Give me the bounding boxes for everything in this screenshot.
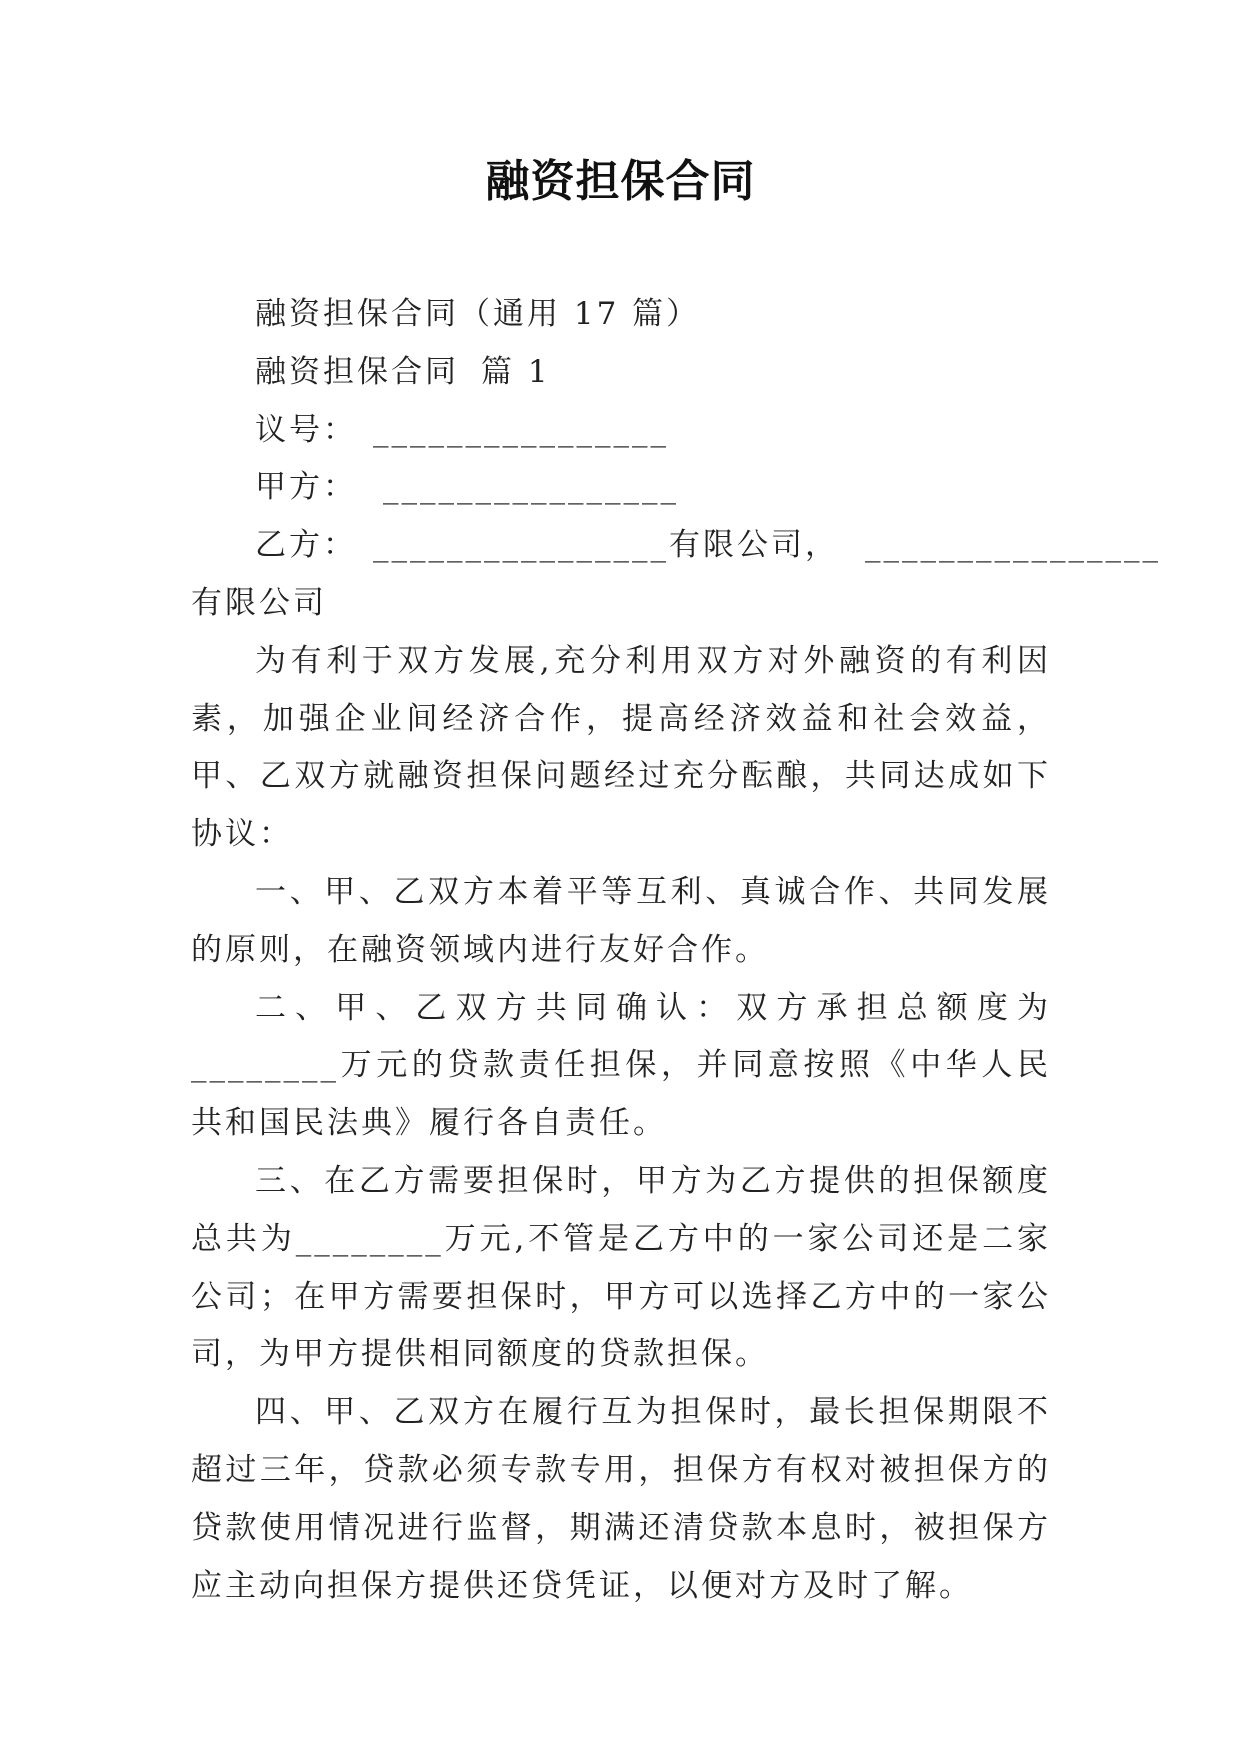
party-b-blank-1: ________________ bbox=[373, 527, 669, 564]
agreement-number-line bbox=[191, 402, 1051, 460]
section-number: 篇 1 bbox=[481, 353, 551, 390]
document-subtitle: 融资担保合同（通用 17 篇） bbox=[255, 296, 701, 332]
paragraph-clause-3: 三、在乙方需要担保时，甲方为乙方提供的担保额度总共为________万元,不管是乙方中的一家公司还是二家公司；在甲方需要担保时，甲方可以选择乙方中的一家公司，为甲方提供相同额度的贷款担保。 bbox=[191, 1162, 1051, 1373]
party-a-blank: ________________ bbox=[383, 469, 679, 506]
paragraph-preamble: 为有利于双方发展,充分利用双方对外融资的有利因素，加强企业间经济合作，提高经济效益和社会效益，甲、乙双方就融资担保问题经过充分酝酿，共同达成如下协议： bbox=[191, 642, 1051, 853]
section-heading: 融资担保合同 bbox=[255, 353, 459, 390]
party-b-line bbox=[191, 517, 1161, 575]
paragraph-clause-1: 一、甲、乙双方本着平等互利、真诚合作、共同发展的原则，在融资领域内进行友好合作。 bbox=[191, 873, 1051, 968]
party-a-line bbox=[191, 459, 1051, 517]
party-a-label: 甲方： bbox=[255, 469, 357, 506]
party-b-label: 乙方： bbox=[255, 527, 357, 564]
party-b-suffix-line: 有限公司 bbox=[191, 584, 327, 621]
agreement-number-blank: ________________ bbox=[373, 411, 669, 448]
party-b-suffix-1: 有限公司， bbox=[669, 527, 839, 564]
document-title: 融资担保合同 bbox=[485, 156, 756, 207]
party-b-blank-2: ________________ bbox=[865, 527, 1161, 564]
paragraph-clause-2: 二、甲、乙双方共同确认：双方承担总额度为________万元的贷款责任担保，并同意按照《中华人民共和国民法典》履行各自责任。 bbox=[191, 989, 1051, 1142]
section-heading-line bbox=[191, 344, 1051, 402]
document-body bbox=[191, 286, 1161, 1615]
paragraph-clause-4: 四、甲、乙双方在履行互为担保时，最长担保期限不超过三年，贷款必须专款专用，担保方有权对被担保方的贷款使用情况进行监督，期满还清贷款本息时，被担保方应主动向担保方提供还贷凭证，以便对方及时了解。 bbox=[191, 1394, 1051, 1604]
agreement-number-label: 议号： bbox=[255, 411, 357, 448]
